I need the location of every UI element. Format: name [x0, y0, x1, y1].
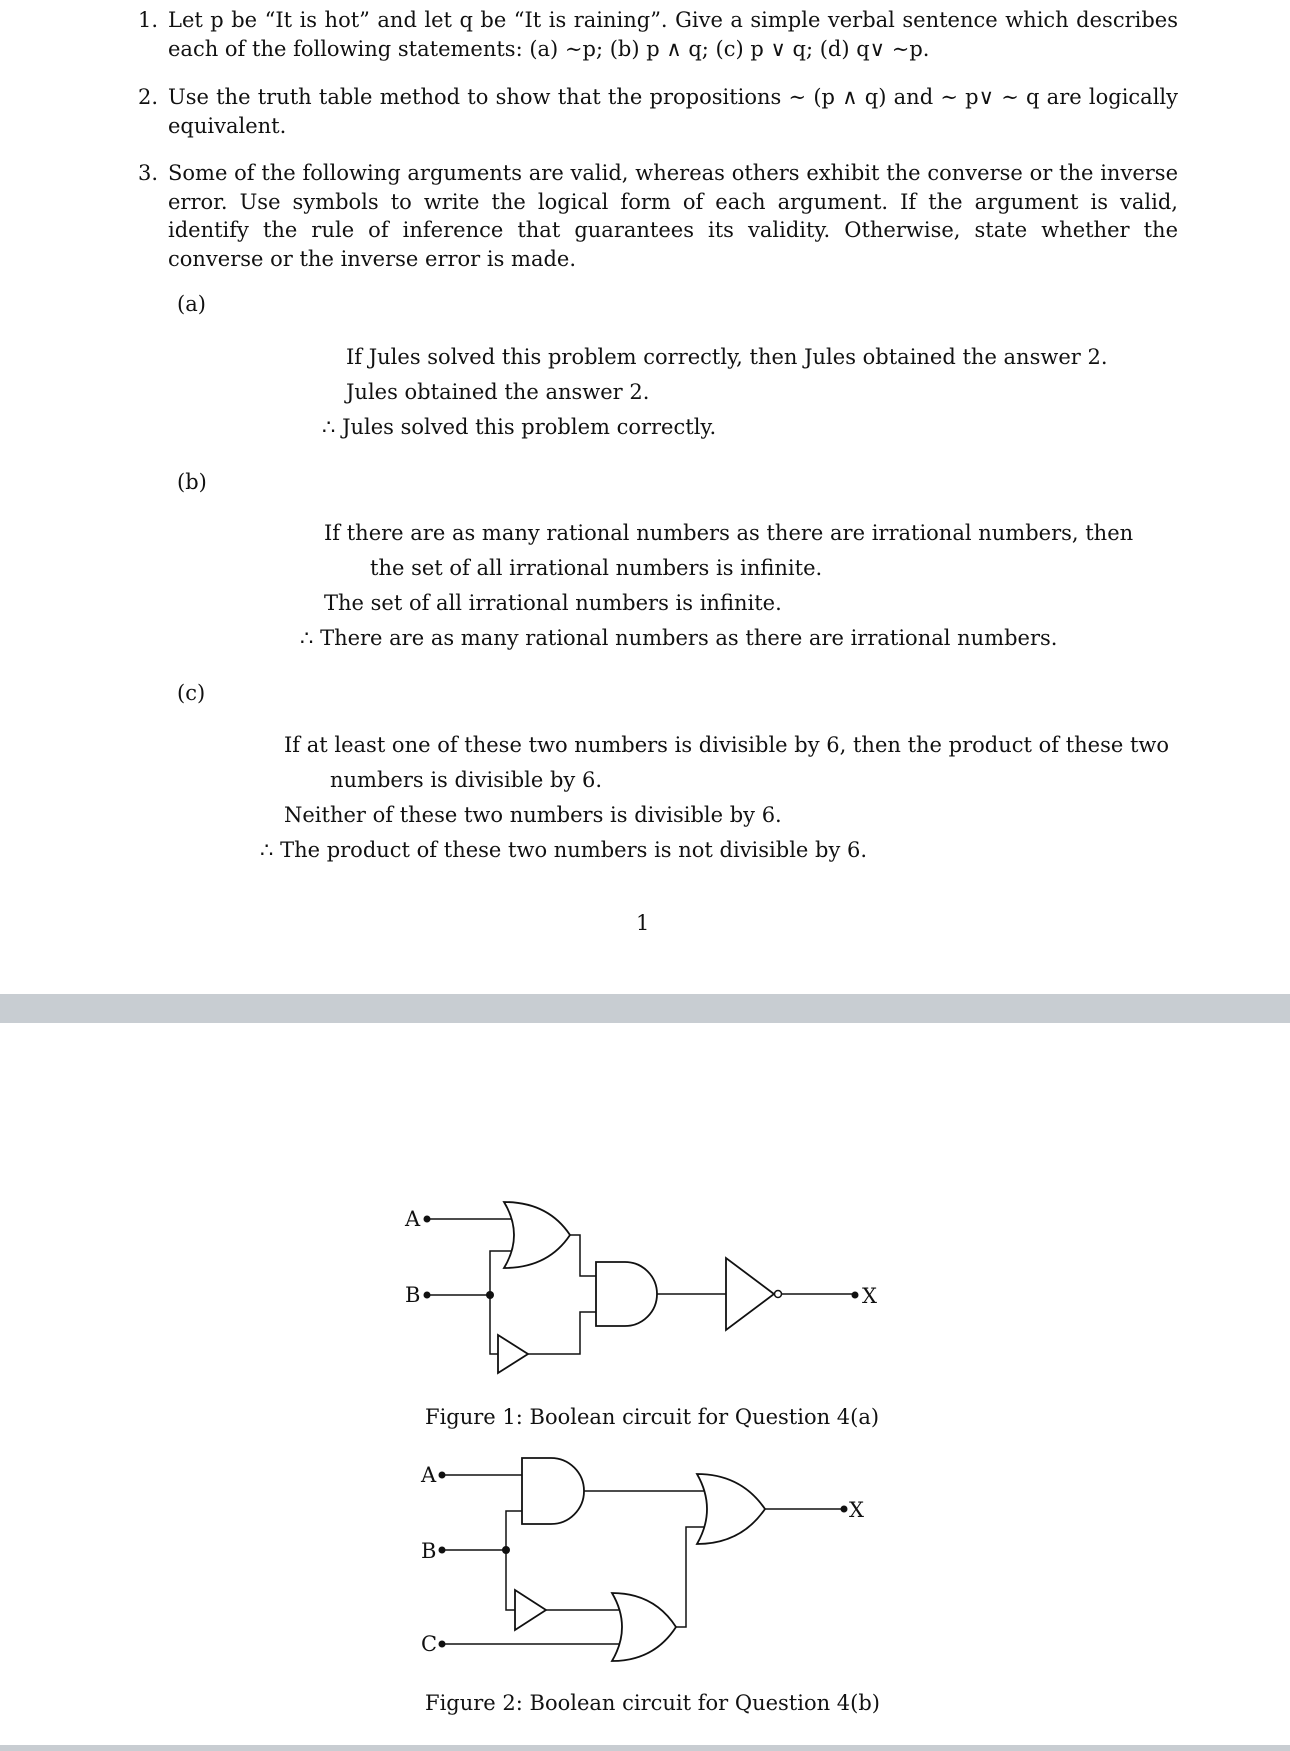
wire — [506, 1550, 515, 1610]
input-b-label: B — [421, 1539, 437, 1563]
argument-c-premise-1-line-1: If at least one of these two numbers is divisible by 6, then the product of these two — [284, 733, 1170, 757]
argument-c-label: (c) — [177, 681, 206, 705]
argument-b-premise-1-line-1: If there are as many rational numbers as there are irrational numbers, then — [324, 521, 1134, 545]
not-gate — [515, 1590, 546, 1630]
argument-c-premise-2: Neither of these two numbers is divisible by 6. — [284, 803, 782, 827]
argument-b-label: (b) — [177, 470, 207, 494]
argument-a-premise-2: Jules obtained the answer 2. — [346, 380, 650, 404]
question-number: 2. — [138, 85, 159, 109]
figure-2-caption: Figure 2: Boolean circuit for Question 4(b) — [425, 1691, 880, 1715]
therefore-symbol: ∴ — [300, 626, 314, 650]
question-text: Let p be “It is hot” and let q be “It is raining”. Give a simple verbal sentence which describes each of the following statements: (a) ∼p; (b) p ∧ q; (c) p ∨ q; (d) q∨ ∼p. — [168, 8, 1178, 61]
question-number: 1. — [138, 8, 159, 32]
argument-a-premise-1: If Jules solved this problem correctly, then Jules obtained the answer 2. — [346, 345, 1108, 369]
wire — [506, 1511, 522, 1550]
therefore-symbol: ∴ — [322, 415, 336, 439]
output-terminal — [841, 1506, 848, 1513]
argument-c-premise-1-line-2: numbers is divisible by 6. — [330, 768, 603, 792]
input-b-label: B — [405, 1283, 421, 1307]
page-bottom-edge — [0, 1745, 1290, 1751]
argument-b-premise-1-line-2: the set of all irrational numbers is infinite. — [370, 556, 823, 580]
therefore-symbol: ∴ — [260, 838, 274, 862]
argument-a-conclusion: Jules solved this problem correctly. — [342, 415, 717, 439]
argument-c-conclusion: The product of these two numbers is not divisible by 6. — [280, 838, 868, 862]
argument-a-label: (a) — [177, 292, 206, 316]
input-a-label: A — [421, 1463, 437, 1487]
input-c-label: C — [421, 1632, 438, 1656]
or-gate — [612, 1593, 676, 1661]
and-gate — [522, 1458, 584, 1524]
argument-b-premise-2: The set of all irrational numbers is infinite. — [324, 591, 782, 615]
output-x-label: X — [862, 1284, 877, 1308]
input-a-label: A — [405, 1207, 421, 1231]
figure-1-caption: Figure 1: Boolean circuit for Question 4(a) — [425, 1405, 880, 1429]
argument-b-conclusion: There are as many rational numbers as there are irrational numbers. — [320, 626, 1058, 650]
page-number: 1 — [636, 911, 650, 935]
question-number: 3. — [138, 161, 159, 185]
question-text: Some of the following arguments are valid, whereas others exhibit the converse or the inverse error. Use symbols to write the logical form of each argument. If the argument is valid, identify the rule of inference that guarantees its validity. Otherwise, state whether the converse or the inverse error is made. — [168, 161, 1178, 271]
or-gate — [697, 1474, 765, 1544]
output-x-label: X — [849, 1498, 864, 1522]
question-text: Use the truth table method to show that the propositions ∼ (p ∧ q) and ∼ p∨ ∼ q are logically equivalent. — [168, 85, 1178, 138]
